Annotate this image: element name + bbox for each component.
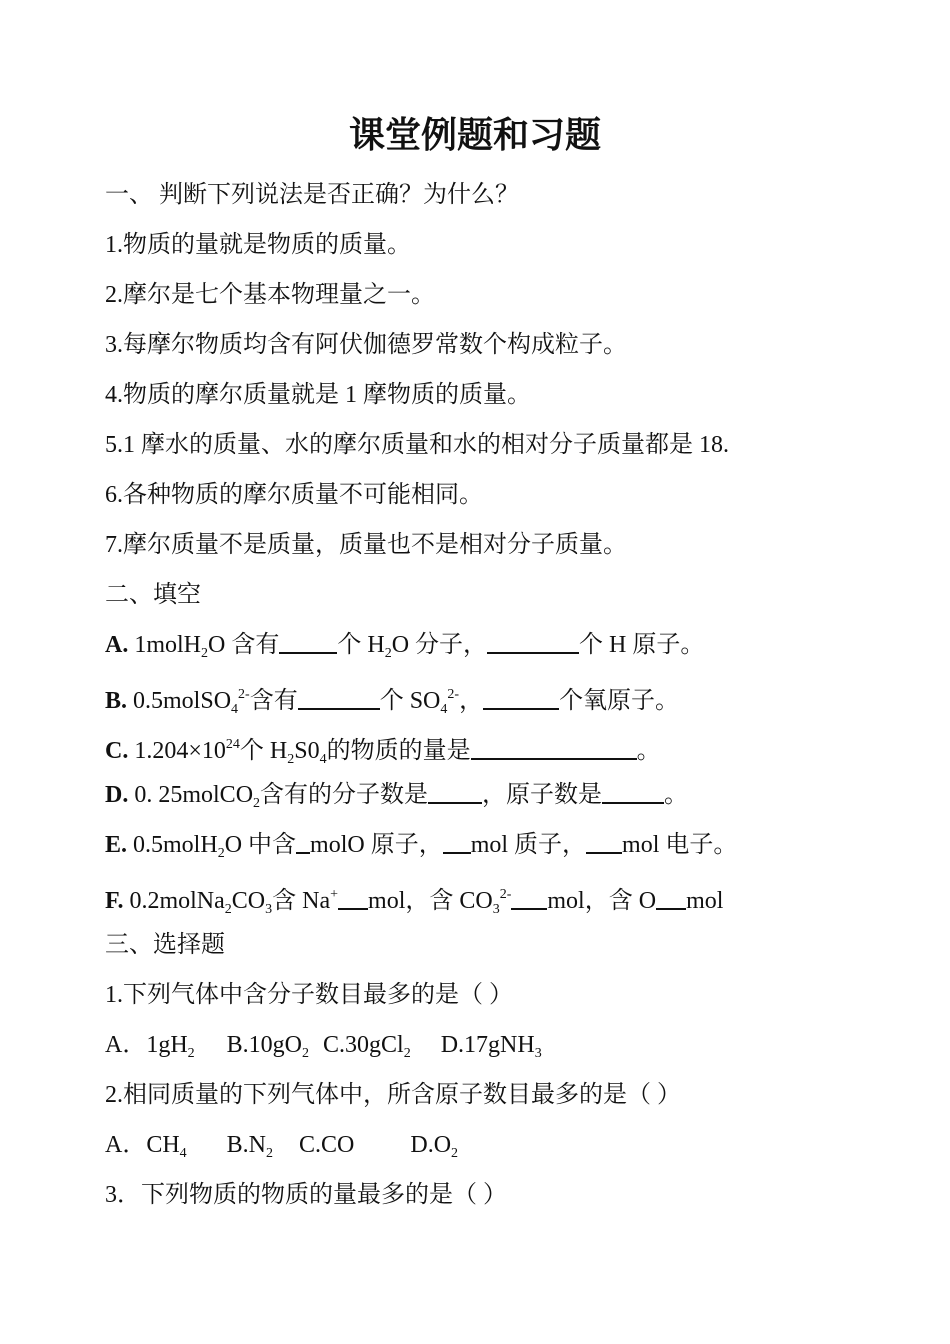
option-text: C.CO xyxy=(299,1132,355,1158)
option-text: A．CH xyxy=(105,1132,180,1158)
fill-E-label: E. xyxy=(105,832,128,858)
question-2-options xyxy=(105,1120,870,1170)
fill-C-text: 1.204×10 xyxy=(128,738,226,764)
answer-blank[interactable] xyxy=(487,630,579,654)
fill-F-text: mol xyxy=(686,888,724,914)
question-3: 3．下列物质的物质的量最多的是（ ） xyxy=(105,1182,507,1208)
option-c[interactable] xyxy=(299,1132,354,1158)
fill-D-text: 含有的分子数是 xyxy=(260,782,429,808)
s1-item-5: 5.1 摩水的质量、水的摩尔质量和水的相对分子质量都是 18. xyxy=(105,432,729,458)
fill-E-text: O 中含 xyxy=(224,832,297,858)
answer-blank[interactable] xyxy=(443,830,471,854)
subscript: 3 xyxy=(492,902,500,917)
fill-A-text: O 分子， xyxy=(391,632,488,658)
fill-F-text: mol，含 O xyxy=(547,888,657,914)
option-a[interactable] xyxy=(105,1132,187,1161)
question-1: 1.下列气体中含分子数目最多的是（ ） xyxy=(105,982,513,1008)
answer-blank[interactable] xyxy=(296,830,310,854)
option-a[interactable] xyxy=(105,1032,195,1061)
option-text: B.10gO xyxy=(226,1032,303,1058)
s1-item-7: 7.摩尔质量不是质量，质量也不是相对分子质量。 xyxy=(105,532,627,558)
option-text: B.N xyxy=(226,1132,267,1158)
answer-blank[interactable] xyxy=(298,686,380,710)
fill-D-label: D. xyxy=(105,782,129,808)
fill-A-label: A. xyxy=(105,632,129,658)
superscript: 2- xyxy=(447,687,460,702)
option-b[interactable] xyxy=(226,1032,310,1061)
subscript: 2 xyxy=(451,1146,459,1161)
subscript: 4 xyxy=(319,752,327,767)
s1-item-3: 3.每摩尔物质均含有阿伏伽德罗常数个构成粒子。 xyxy=(105,332,627,358)
fill-D-text: 。 xyxy=(664,782,689,808)
subscript: 2 xyxy=(224,902,232,917)
section-3-heading: 三、选择题 xyxy=(105,932,225,958)
fill-E-text: mol 质子， xyxy=(470,832,587,858)
fill-E-text: 0.5molH xyxy=(127,832,218,858)
option-text: C.30gCl xyxy=(323,1032,404,1058)
subscript: 4 xyxy=(440,702,448,717)
answer-blank[interactable] xyxy=(586,830,622,854)
option-d[interactable] xyxy=(440,1032,542,1061)
superscript: 24 xyxy=(225,737,240,752)
fill-A-text: 个 H xyxy=(337,632,385,658)
fill-A-text: 个 H 原子。 xyxy=(579,632,705,658)
subscript: 3 xyxy=(265,902,273,917)
answer-blank[interactable] xyxy=(511,886,547,910)
s1-item-4: 4.物质的摩尔质量就是 1 摩物质的质量。 xyxy=(105,382,531,408)
fill-F-text: mol，含 CO xyxy=(368,888,493,914)
option-text: D.17gNH xyxy=(440,1032,535,1058)
fill-E-text: mol 电子。 xyxy=(622,832,738,858)
subscript: 2 xyxy=(287,752,295,767)
subscript: 2 xyxy=(201,646,209,661)
subscript: 3 xyxy=(534,1046,542,1061)
section-1-heading: 一、 判断下列说法是否正确？为什么？ xyxy=(105,182,519,208)
subscript: 4 xyxy=(179,1146,187,1161)
fill-B-text: 个氧原子。 xyxy=(559,688,680,714)
subscript: 2 xyxy=(384,646,392,661)
fill-F-text: 0.2molNa xyxy=(123,888,225,914)
fill-C xyxy=(105,720,870,770)
answer-blank[interactable] xyxy=(602,780,664,804)
subscript: 2 xyxy=(266,1146,274,1161)
subscript: 2 xyxy=(302,1046,310,1061)
fill-C-text: 的物质的量是 xyxy=(326,738,471,764)
s1-item-1: 1.物质的量就是物质的质量。 xyxy=(105,232,411,258)
answer-blank[interactable] xyxy=(471,736,637,760)
option-text: A．1gH xyxy=(105,1032,188,1058)
fill-C-text: S0 xyxy=(294,738,320,764)
fill-A xyxy=(105,620,870,670)
fill-E-text: molO 原子， xyxy=(310,832,443,858)
option-c[interactable] xyxy=(323,1032,411,1061)
fill-D-text: ，原子数是 xyxy=(482,782,603,808)
fill-B xyxy=(105,670,870,720)
fill-F xyxy=(105,870,870,920)
answer-blank[interactable] xyxy=(656,886,686,910)
question-2: 2.相同质量的下列气体中，所含原子数目最多的是（ ） xyxy=(105,1082,681,1108)
fill-C-text: 个 H xyxy=(239,738,288,764)
option-b[interactable] xyxy=(226,1132,274,1161)
answer-blank[interactable] xyxy=(338,886,368,910)
superscript: + xyxy=(330,887,339,902)
fill-D xyxy=(105,770,870,820)
fill-B-label: B. xyxy=(105,688,128,714)
section-2-heading: 二、填空 xyxy=(105,582,201,608)
subscript: 2 xyxy=(403,1046,411,1061)
option-d[interactable] xyxy=(410,1132,459,1161)
superscript: 2- xyxy=(238,687,250,702)
fill-C-label: C. xyxy=(105,738,129,764)
answer-blank[interactable] xyxy=(483,686,559,710)
fill-B-text: 个 SO xyxy=(379,688,441,714)
superscript: 2- xyxy=(499,887,512,902)
fill-D-text: 0. 25molCO xyxy=(128,782,254,808)
fill-C-text: 。 xyxy=(636,738,661,764)
s1-item-2: 2.摩尔是七个基本物理量之一。 xyxy=(105,282,435,308)
s1-item-6: 6.各种物质的摩尔质量不可能相同。 xyxy=(105,482,483,508)
fill-B-text: 0.5molSO xyxy=(127,688,232,714)
fill-A-text: O 含有 xyxy=(208,632,280,658)
fill-F-text: 含 Na xyxy=(272,888,331,914)
answer-blank[interactable] xyxy=(428,780,482,804)
fill-B-text: ， xyxy=(459,688,484,714)
page-title: 课堂例题和习题 xyxy=(348,115,601,155)
fill-E xyxy=(105,820,870,870)
subscript: 2 xyxy=(187,1046,195,1061)
option-text: D.O xyxy=(410,1132,452,1158)
fill-F-text: CO xyxy=(231,888,266,914)
question-1-options xyxy=(105,1020,870,1070)
subscript: 2 xyxy=(217,846,225,861)
answer-blank[interactable] xyxy=(279,630,337,654)
fill-A-text: 1molH xyxy=(128,632,202,658)
subscript: 4 xyxy=(231,702,239,717)
fill-B-text: 含有 xyxy=(249,688,298,714)
subscript: 2 xyxy=(253,796,261,811)
fill-F-label: F. xyxy=(105,888,124,914)
